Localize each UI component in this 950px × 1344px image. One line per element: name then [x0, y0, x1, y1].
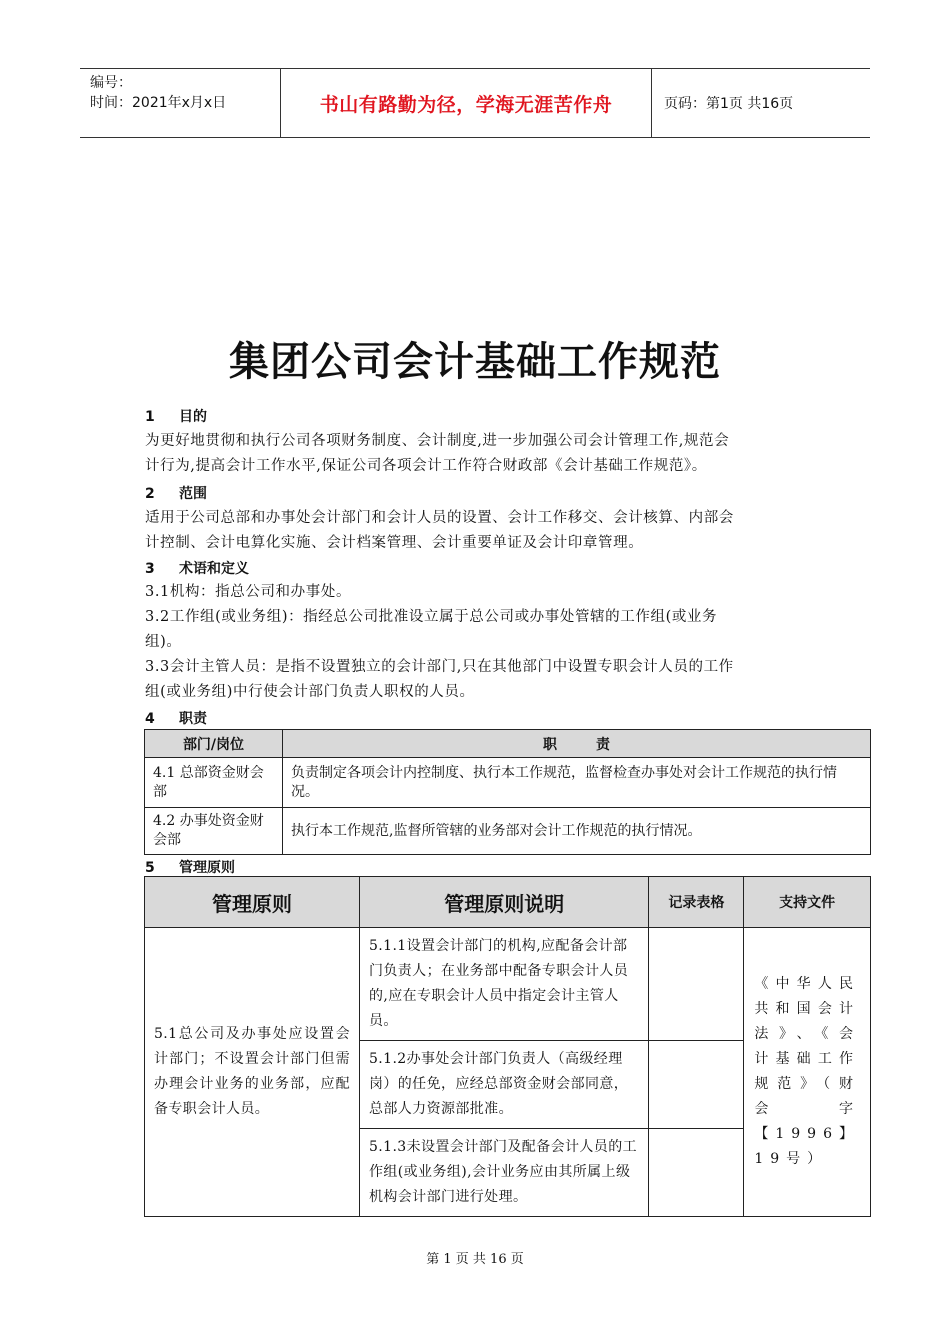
column-header-support-doc: 支持文件 — [744, 877, 871, 928]
paragraph-line: 计行为,提高会计工作水平,保证公司各项会计工作符合财政部《会计基础工作规范》。 — [145, 458, 707, 474]
page-footer: 第 1 页 共 16 页 — [426, 1252, 524, 1267]
table-row — [145, 758, 871, 808]
section-body-1 — [145, 429, 810, 479]
department-cell: 4.2 办事处资金财会部 — [145, 808, 283, 855]
principle-cell: 5.1总公司及办事处应设置会计部门；不设置会计部门但需办理会计业务的业务部，应配备专职会计人员。 — [145, 928, 360, 1217]
header-page-info: 页码：第1页 共16页 — [664, 96, 794, 112]
paragraph-line: 为更好地贯彻和执行公司各项财务制度、会计制度,进一步加强公司会计管理工作,规范会 — [145, 433, 730, 449]
column-header-principle: 管理原则 — [145, 877, 360, 928]
duty-table — [144, 729, 871, 855]
department-cell: 4.1 总部资金财会部 — [145, 758, 283, 808]
record-form-cell — [649, 1129, 744, 1217]
section-heading-1 — [145, 406, 207, 426]
page-header — [80, 68, 870, 138]
section-title: 职责 — [179, 711, 207, 727]
section-number: 5 — [145, 860, 155, 876]
section-number: 2 — [145, 486, 155, 502]
column-header-record-form: 记录表格 — [649, 877, 744, 928]
section-number: 4 — [145, 711, 155, 727]
section-title: 术语和定义 — [179, 561, 249, 577]
description-cell: 5.1.2办事处会计部门负责人（高级经理岗）的任免，应经总部资金财会部同意，总部人力资源部批准。 — [359, 1041, 648, 1129]
header-motto: 书山有路勤为径，学海无涯苦作舟 — [280, 69, 652, 137]
support-doc-cell: 《中华人民共和国会计法》、《会计基础工作规范》（财会字【1996】19号） — [744, 928, 871, 1217]
table-header-row — [145, 730, 871, 758]
time-label: 时间：2021年x月x日 — [90, 95, 227, 111]
table-header-row — [145, 877, 871, 928]
column-header-department: 部门/岗位 — [145, 730, 283, 758]
paragraph-line: 组)。 — [145, 634, 182, 650]
section-heading-2 — [145, 483, 207, 503]
duty-cell: 执行本工作规范,监督所管辖的业务部对会计工作规范的执行情况。 — [283, 808, 871, 855]
section-heading-5 — [145, 857, 235, 877]
table-row — [145, 808, 871, 855]
section-heading-3 — [145, 558, 249, 578]
section-title: 目的 — [179, 409, 207, 425]
table-row — [145, 928, 871, 1041]
record-form-cell — [649, 1041, 744, 1129]
description-cell: 5.1.3未设置会计部门及配备会计人员的工作组(或业务组),会计业务应由其所属上级机构会计部门进行处理。 — [359, 1129, 648, 1217]
paragraph-line: 3.2工作组(或业务组)：指经总公司批准设立属于总公司或办事处管辖的工作组(或业务 — [145, 609, 718, 625]
duty-cell: 负责制定各项会计内控制度、执行本工作规范，监督检查办事处对会计工作规范的执行情况。 — [283, 758, 871, 808]
section-number: 1 — [145, 409, 155, 425]
paragraph-line: 3.1机构：指总公司和办事处。 — [145, 584, 352, 600]
section-body-3 — [145, 580, 810, 705]
section-title: 管理原则 — [179, 860, 235, 876]
column-header-duty: 职 责 — [283, 730, 871, 758]
header-meta — [80, 69, 280, 137]
paragraph-line: 组(或业务组)中行使会计部门负责人职权的人员。 — [145, 684, 475, 700]
column-header-description: 管理原则说明 — [359, 877, 648, 928]
section-heading-4 — [145, 708, 207, 728]
section-body-2 — [145, 506, 810, 556]
paragraph-line: 3.3会计主管人员：是指不设置独立的会计部门,只在其他部门中设置专职会计人员的工作 — [145, 659, 734, 675]
paragraph-line: 计控制、会计电算化实施、会计档案管理、会计重要单证及会计印章管理。 — [145, 535, 644, 551]
paragraph-line: 适用于公司总部和办事处会计部门和会计人员的设置、会计工作移交、会计核算、内部会 — [145, 510, 734, 526]
document-title: 集团公司会计基础工作规范 — [229, 339, 721, 385]
principle-table — [144, 876, 871, 1217]
code-label: 编号： — [90, 75, 132, 91]
record-form-cell — [649, 928, 744, 1041]
section-title: 范围 — [179, 486, 207, 502]
description-cell: 5.1.1设置会计部门的机构,应配备会计部门负责人；在业务部中配备专职会计人员的,应在专职会计人员中指定会计主管人员。 — [359, 928, 648, 1041]
section-number: 3 — [145, 561, 155, 577]
